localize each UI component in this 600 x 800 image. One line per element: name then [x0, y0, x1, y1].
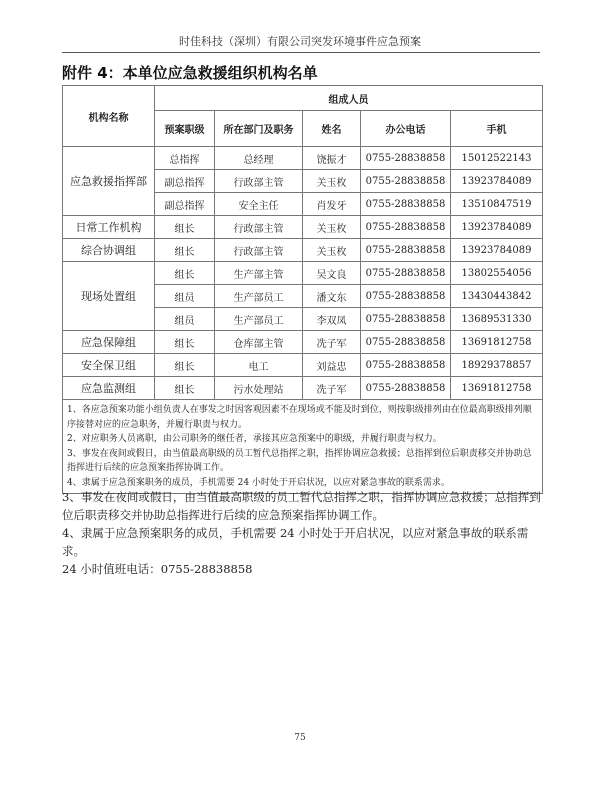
- office-cell: 0755-28838858: [361, 147, 451, 170]
- office-cell: 0755-28838858: [361, 308, 451, 331]
- role-cell: 组长: [155, 216, 215, 239]
- table-row: [63, 262, 543, 285]
- role-cell: 副总指挥: [155, 170, 215, 193]
- attachment-title: 附件 4：本单位应急救援组织机构名单: [62, 64, 318, 82]
- office-cell: 0755-28838858: [361, 216, 451, 239]
- body-paragraph: 4、隶属于应急预案职务的成员，手机需要 24 小时处于开启状况，以应对紧急事故的联系需求。: [62, 526, 529, 558]
- note-item: 1、各应急预案功能小组负责人在事发之时因客观因素不在现场或不能及时到位，则按职级排列由在位最高职级排列顺序接替对应的应急职务，并履行职责与权力。: [67, 405, 532, 430]
- mobile-cell: 13923784089: [451, 170, 543, 193]
- mobile-cell: 15012522143: [451, 147, 543, 170]
- office-cell: 0755-28838858: [361, 377, 451, 400]
- body-text: [62, 488, 544, 578]
- dept-cell: 行政部主管: [215, 239, 303, 262]
- role-cell: 总指挥: [155, 147, 215, 170]
- mobile-cell: 13691812758: [451, 331, 543, 354]
- mobile-cell: 13802554056: [451, 262, 543, 285]
- role-cell: 组长: [155, 354, 215, 377]
- dept-cell: 污水处理站: [215, 377, 303, 400]
- office-cell: 0755-28838858: [361, 262, 451, 285]
- body-paragraph: 3、事发在夜间或假日，由当值最高职级的员工暂代总指挥之职，指挥协调应急救援；总指挥到位后职责移交并协助总指挥进行后续的应急预案指挥协调工作。: [62, 490, 541, 522]
- table-row: [63, 377, 543, 400]
- header-org-name: 机构名称: [63, 86, 155, 147]
- org-table: [62, 85, 543, 494]
- dept-cell: 生产部员工: [215, 308, 303, 331]
- name-cell: 吴文良: [303, 262, 361, 285]
- role-cell: 副总指挥: [155, 193, 215, 216]
- running-header: 时佳科技（深圳）有限公司突发环境事件应急预案: [179, 35, 421, 48]
- mobile-cell: 13689531330: [451, 308, 543, 331]
- role-cell: 组长: [155, 239, 215, 262]
- page-number: 75: [294, 733, 306, 743]
- role-cell: 组长: [155, 331, 215, 354]
- mobile-cell: 13691812758: [451, 377, 543, 400]
- office-cell: 0755-28838858: [361, 170, 451, 193]
- name-cell: 饶振才: [303, 147, 361, 170]
- table-row: [63, 331, 543, 354]
- dept-cell: 生产部主管: [215, 262, 303, 285]
- dept-cell: 生产部员工: [215, 285, 303, 308]
- role-cell: 组长: [155, 262, 215, 285]
- office-cell: 0755-28838858: [361, 285, 451, 308]
- mobile-cell: 13923784089: [451, 239, 543, 262]
- mobile-cell: 18929378857: [451, 354, 543, 377]
- mobile-cell: 13510847519: [451, 193, 543, 216]
- dept-cell: 总经理: [215, 147, 303, 170]
- office-cell: 0755-28838858: [361, 239, 451, 262]
- name-cell: 刘益忠: [303, 354, 361, 377]
- org-name-cell: 应急监测组: [63, 377, 155, 400]
- header-dept: 所在部门及职务: [215, 111, 303, 147]
- office-cell: 0755-28838858: [361, 193, 451, 216]
- duty-phone: 24 小时值班电话：0755-28838858: [62, 562, 253, 576]
- name-cell: 关玉枚: [303, 239, 361, 262]
- org-name-cell: 综合协调组: [63, 239, 155, 262]
- note-item: 2、对应职务人员离职，由公司职务的继任者，承接其应急预案中的职级，并履行职责与权力。: [67, 434, 442, 444]
- office-cell: 0755-28838858: [361, 331, 451, 354]
- name-cell: 潘文东: [303, 285, 361, 308]
- dept-cell: 仓库部主管: [215, 331, 303, 354]
- mobile-cell: 13923784089: [451, 216, 543, 239]
- org-name-cell: 应急保障组: [63, 331, 155, 354]
- role-cell: 组员: [155, 285, 215, 308]
- role-cell: 组员: [155, 308, 215, 331]
- name-cell: 关玉枚: [303, 216, 361, 239]
- table-notes: [63, 400, 543, 494]
- name-cell: 李双凤: [303, 308, 361, 331]
- header-members: 组成人员: [155, 86, 543, 111]
- name-cell: 冼子军: [303, 331, 361, 354]
- header-mobile: 手机: [451, 111, 543, 147]
- name-cell: 关玉枚: [303, 170, 361, 193]
- table-row: [63, 147, 543, 170]
- mobile-cell: 13430443842: [451, 285, 543, 308]
- name-cell: 肖发牙: [303, 193, 361, 216]
- org-name-cell: 现场处置组: [63, 262, 155, 331]
- name-cell: 冼子军: [303, 377, 361, 400]
- header-divider: [62, 52, 540, 53]
- org-name-cell: 安全保卫组: [63, 354, 155, 377]
- note-item: 3、事发在夜间或假日，由当值最高职级的员工暂代总指挥之职，指挥协调应急救援；总指挥到位后职责移交并协助总指挥进行后续的应急预案指挥协调工作。: [67, 448, 532, 473]
- org-name-cell: 日常工作机构: [63, 216, 155, 239]
- dept-cell: 行政部主管: [215, 216, 303, 239]
- header-office-phone: 办公电话: [361, 111, 451, 147]
- header-name: 姓名: [303, 111, 361, 147]
- dept-cell: 安全主任: [215, 193, 303, 216]
- office-cell: 0755-28838858: [361, 354, 451, 377]
- table-row: [63, 239, 543, 262]
- table-row: [63, 354, 543, 377]
- table-row: [63, 216, 543, 239]
- dept-cell: 电工: [215, 354, 303, 377]
- dept-cell: 行政部主管: [215, 170, 303, 193]
- note-item: 4、隶属于应急预案职务的成员，手机需要 24 小时处于开启状况，以应对紧急事故的联系需求。: [67, 477, 450, 488]
- header-role: 预案职级: [155, 111, 215, 147]
- org-name-cell: 应急救援指挥部: [63, 147, 155, 216]
- role-cell: 组长: [155, 377, 215, 400]
